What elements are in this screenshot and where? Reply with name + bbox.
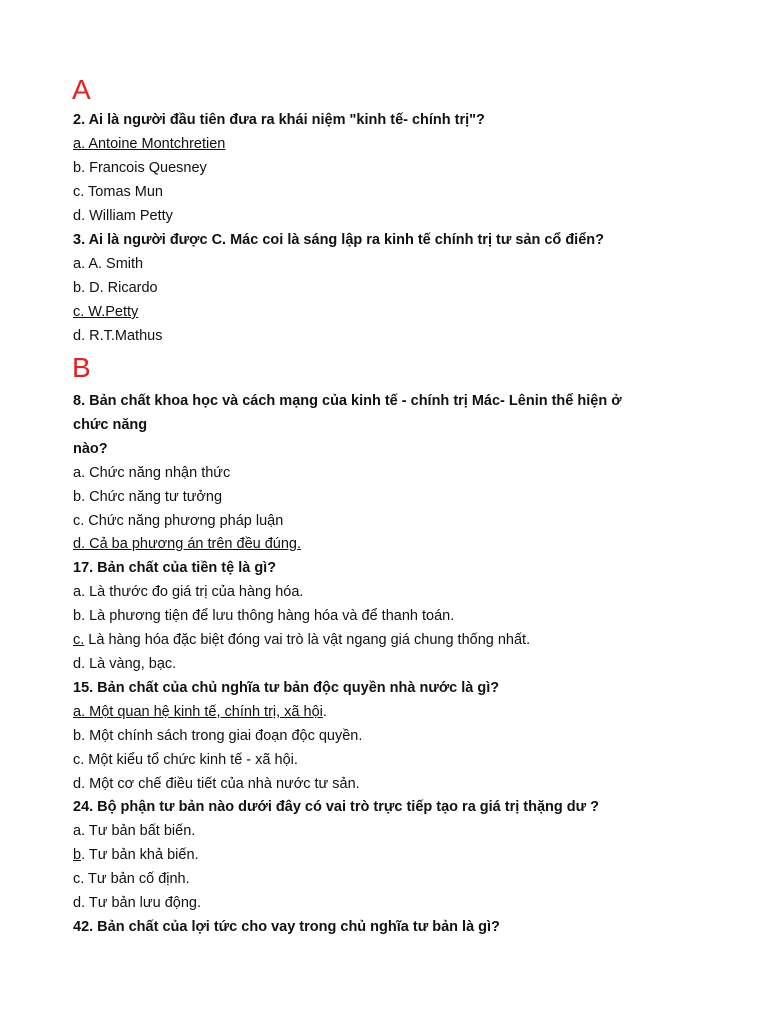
answer-2d: d. William Petty bbox=[73, 208, 173, 224]
answer-15d: d. Một cơ chế điều tiết của nhà nước tư sản. bbox=[73, 776, 360, 792]
question-3: 3. Ai là người được C. Mác coi là sáng lập ra kinh tế chính trị tư sản cổ điển? bbox=[73, 232, 604, 248]
answer-17a: a. Là thước đo giá trị của hàng hóa. bbox=[73, 584, 304, 600]
answer-24c: c. Tư bản cố định. bbox=[73, 871, 190, 887]
answer-15a-text: a. Một quan hệ kinh tế, chính trị, xã hội bbox=[73, 704, 323, 720]
answer-3c: c. W.Petty bbox=[73, 304, 139, 320]
question-2: 2. Ai là người đầu tiên đưa ra khái niệm "kinh tế- chính trị"? bbox=[73, 112, 485, 128]
answer-24b-text: . Tư bản khả biến. bbox=[81, 847, 199, 863]
answer-24b bbox=[73, 845, 199, 865]
question-24: 24. Bộ phận tư bản nào dưới đây có vai trò trực tiếp tạo ra giá trị thặng dư ? bbox=[73, 799, 600, 815]
answer-3a: a. A. Smith bbox=[73, 256, 144, 272]
answer-8b: b. Chức năng tư tưởng bbox=[73, 489, 223, 505]
section-heading-b: B bbox=[72, 352, 91, 383]
question-15: 15. Bản chất của chủ nghĩa tư bản độc quyền nhà nước là gì? bbox=[73, 680, 500, 696]
answer-8d: d. Cả ba phương án trên đều đúng. bbox=[73, 536, 302, 552]
answer-17b: b. Là phương tiện để lưu thông hàng hóa và để thanh toán. bbox=[73, 608, 455, 624]
answer-24d: d. Tư bản lưu động. bbox=[73, 895, 201, 911]
answer-17c-text: Là hàng hóa đặc biệt đóng vai trò là vật ngang giá chung thống nhất. bbox=[84, 632, 531, 648]
answer-3b: b. D. Ricardo bbox=[73, 280, 158, 296]
section-heading-a: A bbox=[72, 74, 91, 105]
answer-17c bbox=[73, 630, 530, 650]
question-8-line3: nào? bbox=[73, 441, 108, 457]
question-8-line1: 8. Bản chất khoa học và cách mạng của kinh tế - chính trị Mác- Lênin thể hiện ở bbox=[73, 393, 622, 409]
answer-24b-letter: b bbox=[73, 847, 82, 863]
answer-15a bbox=[73, 702, 327, 722]
question-17: 17. Bản chất của tiền tệ là gì? bbox=[73, 560, 277, 576]
answer-3d: d. R.T.Mathus bbox=[73, 328, 163, 344]
answer-17c-letter: c. bbox=[73, 632, 85, 648]
answer-15c: c. Một kiểu tổ chức kinh tế - xã hội. bbox=[73, 752, 298, 768]
answer-8c: c. Chức năng phương pháp luận bbox=[73, 513, 284, 529]
answer-17d: d. Là vàng, bạc. bbox=[73, 656, 177, 672]
question-8-line2: chức năng bbox=[73, 417, 148, 433]
question-42: 42. Bản chất của lợi tức cho vay trong chủ nghĩa tư bản là gì? bbox=[73, 919, 500, 935]
answer-2c: c. Tomas Mun bbox=[73, 184, 163, 200]
answer-24a: a. Tư bản bất biến. bbox=[73, 823, 196, 839]
answer-2a: a. Antoine Montchretien bbox=[73, 136, 226, 152]
answer-15b: b. Một chính sách trong giai đoạn độc quyền. bbox=[73, 728, 363, 744]
answer-2b: b. Francois Quesney bbox=[73, 160, 207, 176]
answer-15a-suffix: . bbox=[322, 704, 327, 720]
answer-8a: a. Chức năng nhận thức bbox=[73, 465, 231, 481]
